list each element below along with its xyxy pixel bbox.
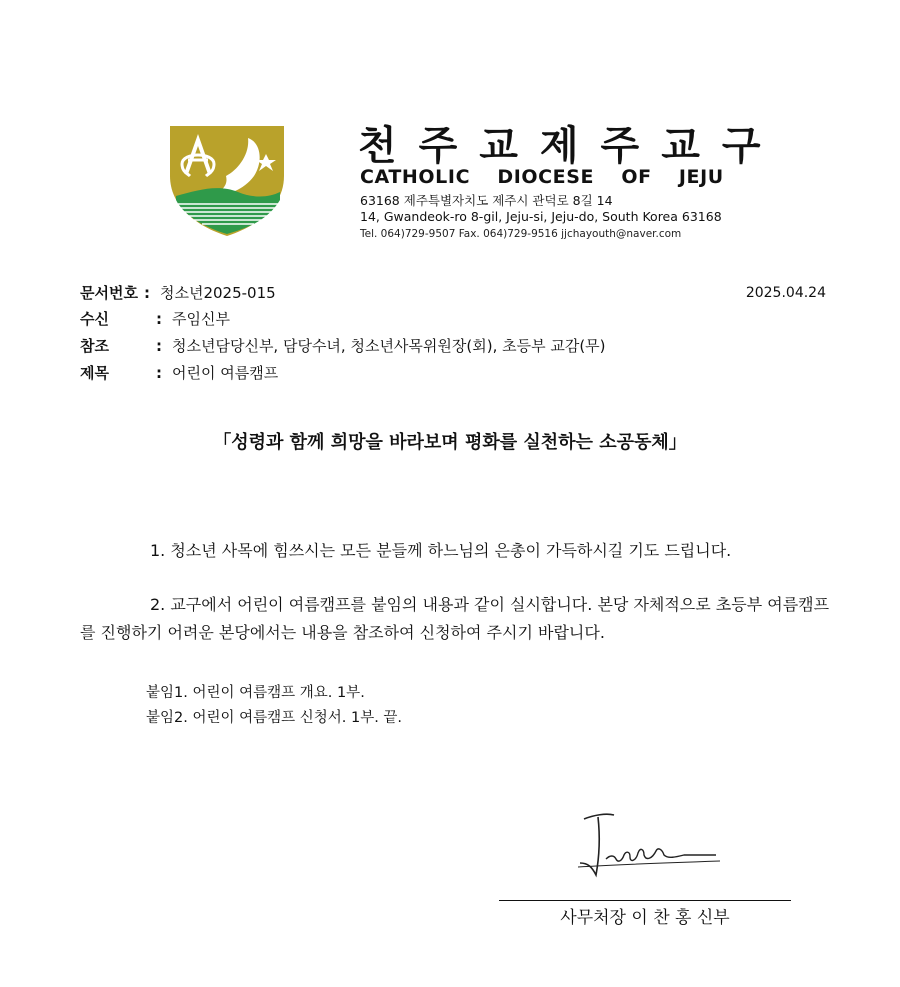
reference-label: 참조 [80,337,109,355]
subject-row [80,362,278,384]
diocese-motto: 「성령과 함께 희망을 바라보며 평화를 실천하는 소공동체」 [213,432,687,453]
org-name-ko: 천주교제주교구 [358,123,783,169]
reference-row [80,335,606,357]
attachment-item: 붙임1. 어린이 여름캠프 개요. 1부. [146,685,365,701]
body-paragraph-2: 2. 교구에서 어린이 여름캠프를 붙임의 내용과 같이 실시합니다. 본당 자체적으로 초등부 여름캠프를 진행하기 어려운 본당에서는 내용을 참조하여 신청하여 주시기 바랍니다. [80,595,830,642]
reference-value: 청소년담당신부, 담당수녀, 청소년사목위원장(회), 초등부 교감(무) [172,337,606,355]
recipient-value: 주임신부 [172,310,230,328]
signature-line [499,900,791,901]
contact-info: Tel. 064)729-9507 Fax. 064)729-9516 jjchayouth@naver.com [360,228,682,240]
recipient-row [80,308,230,330]
handwritten-signature-icon [570,805,730,885]
recipient-label: 수신 [80,310,109,328]
attachment-item: 붙임2. 어린이 여름캠프 신청서. 1부. 끝. [146,710,403,726]
address-en: 14, Gwandeok-ro 8-gil, Jeju-si, Jeju-do, South Korea 63168 [360,209,722,224]
document-date: 2025.04.24 [745,285,826,301]
doc-number-label: 문서번호 [80,284,138,302]
org-name-en: CATHOLIC DIOCESE OF JEJU [360,166,724,188]
doc-number-row [80,282,276,304]
subject-label: 제목 [80,364,109,382]
body-paragraph-1: 1. 청소년 사목에 힘쓰시는 모든 분들께 하느님의 은총이 가득하시길 기도 드립니다. [150,541,732,560]
recipient-colon: : [156,310,162,328]
subject-colon: : [156,364,162,382]
doc-number-value: 청소년2025-015 [159,284,276,302]
reference-colon: : [156,337,162,355]
signer-name: 사무처장 이 찬 홍 신부 [560,908,730,928]
address-ko: 63168 제주특별자치도 제주시 관덕로 8길 14 [360,193,613,208]
diocese-emblem-icon [168,124,286,238]
doc-number-colon: : [143,284,150,302]
subject-value: 어린이 여름캠프 [172,364,279,382]
